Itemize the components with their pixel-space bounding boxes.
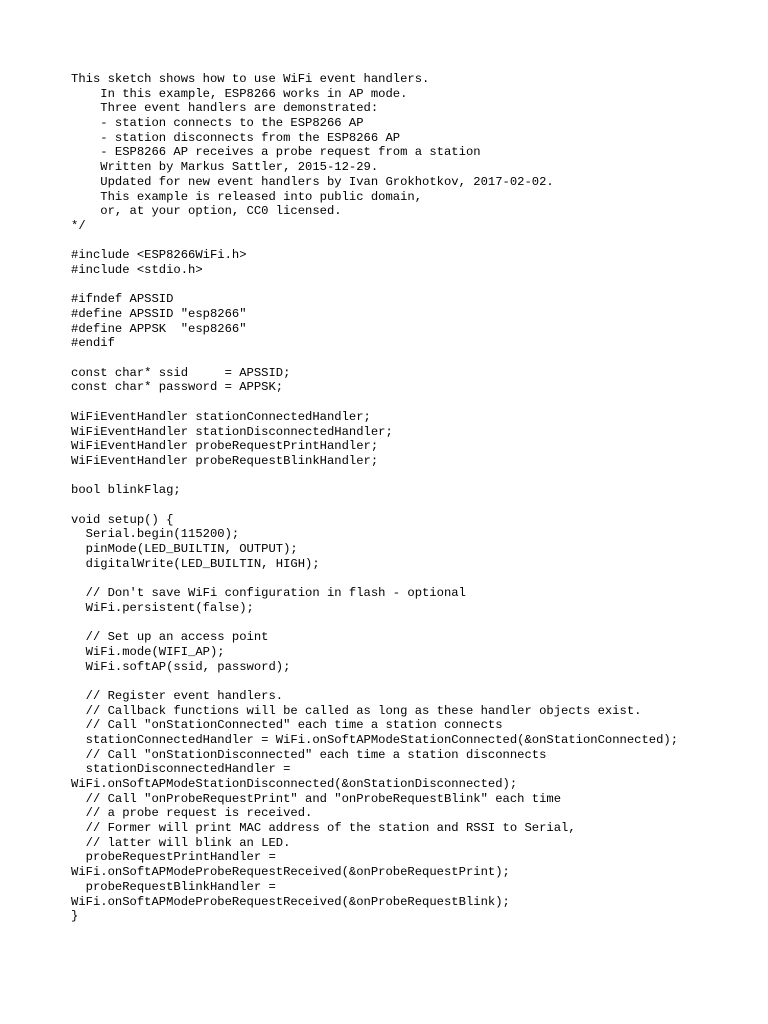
- code-line: const char* password = APPSK;: [71, 380, 284, 395]
- code-line: // a probe request is received.: [71, 806, 313, 821]
- code-line: pinMode(LED_BUILTIN, OUTPUT);: [71, 542, 298, 556]
- code-line: digitalWrite(LED_BUILTIN, HIGH);: [71, 556, 320, 571]
- code-line: Serial.begin(115200);: [71, 527, 240, 542]
- code-line: const char* ssid = APSSID;: [71, 365, 291, 380]
- code-line: probeRequestBlinkHandler =: [71, 879, 276, 894]
- code-line: WiFi.onSoftAPModeProbeRequestReceived(&onProbeRequestPrint);: [71, 865, 510, 880]
- code-line: [71, 615, 678, 630]
- code-line: WiFiEventHandler stationDisconnectedHandler;: [71, 424, 393, 439]
- code-line: [71, 674, 678, 689]
- code-line: [71, 498, 678, 513]
- code-line: - station disconnects from the ESP8266 AP: [71, 130, 401, 145]
- code-line: [71, 351, 678, 366]
- code-line: This sketch shows how to use WiFi event handlers.: [71, 72, 430, 86]
- code-line: #define APSSID "esp8266": [71, 307, 247, 321]
- code-line: #endif: [71, 336, 115, 351]
- code-line: WiFi.softAP(ssid, password);: [71, 659, 291, 674]
- code-line: #include <ESP8266WiFi.h>: [71, 248, 247, 263]
- code-line: WiFi.onSoftAPModeStationDisconnected(&onStationDisconnected);: [71, 777, 518, 791]
- code-line: // Call "onStationDisconnected" each time a station disconnects: [71, 747, 547, 762]
- code-line: // Call "onStationConnected" each time a station connects: [71, 718, 503, 733]
- code-line: [71, 278, 678, 293]
- code-line: bool blinkFlag;: [71, 483, 181, 498]
- code-line: This example is released into public domain,: [71, 189, 423, 204]
- code-listing: [71, 72, 678, 924]
- code-line: Updated for new event handlers by Ivan Grokhotkov, 2017-02-02.: [71, 174, 554, 189]
- code-line: or, at your option, CC0 licensed.: [71, 204, 342, 219]
- code-line: // Former will print MAC address of the station and RSSI to Serial,: [71, 821, 576, 836]
- code-line: #include <stdio.h>: [71, 262, 203, 277]
- code-line: [71, 571, 678, 586]
- code-line: [71, 234, 678, 249]
- code-line: void setup() {: [71, 512, 174, 527]
- code-line: // latter will blink an LED.: [71, 835, 291, 850]
- code-line: // Call "onProbeRequestPrint" and "onProbeRequestBlink" each time: [71, 791, 562, 806]
- code-line: Three event handlers are demonstrated:: [71, 101, 379, 116]
- code-line: Written by Markus Sattler, 2015-12-29.: [71, 160, 379, 175]
- code-line: - station connects to the ESP8266 AP: [71, 116, 364, 131]
- code-line: WiFiEventHandler probeRequestBlinkHandler;: [71, 453, 379, 468]
- code-line: In this example, ESP8266 works in AP mode.: [71, 86, 408, 101]
- code-line: #define APPSK "esp8266": [71, 321, 247, 336]
- code-line: }: [71, 909, 79, 924]
- code-line: WiFi.mode(WIFI_AP);: [71, 644, 225, 659]
- code-line: WiFi.persistent(false);: [71, 600, 254, 615]
- code-line: stationConnectedHandler = WiFi.onSoftAPModeStationConnected(&onStationConnected);: [71, 732, 679, 747]
- code-line: WiFi.onSoftAPModeProbeRequestReceived(&onProbeRequestBlink);: [71, 894, 510, 909]
- code-line: - ESP8266 AP receives a probe request from a station: [71, 145, 481, 160]
- code-line: [71, 469, 678, 484]
- code-line: // Don't save WiFi configuration in flash - optional: [71, 586, 466, 601]
- code-line: WiFiEventHandler probeRequestPrintHandler;: [71, 439, 379, 454]
- code-line: // Set up an access point: [71, 630, 269, 645]
- code-line: #ifndef APSSID: [71, 292, 174, 307]
- code-line: probeRequestPrintHandler =: [71, 850, 276, 865]
- code-line: */: [71, 218, 86, 233]
- code-line: WiFiEventHandler stationConnectedHandler;: [71, 409, 371, 424]
- code-line: // Callback functions will be called as long as these handler objects exist.: [71, 703, 642, 718]
- code-line: stationDisconnectedHandler =: [71, 762, 291, 777]
- code-line: // Register event handlers.: [71, 688, 284, 703]
- code-line: [71, 395, 678, 410]
